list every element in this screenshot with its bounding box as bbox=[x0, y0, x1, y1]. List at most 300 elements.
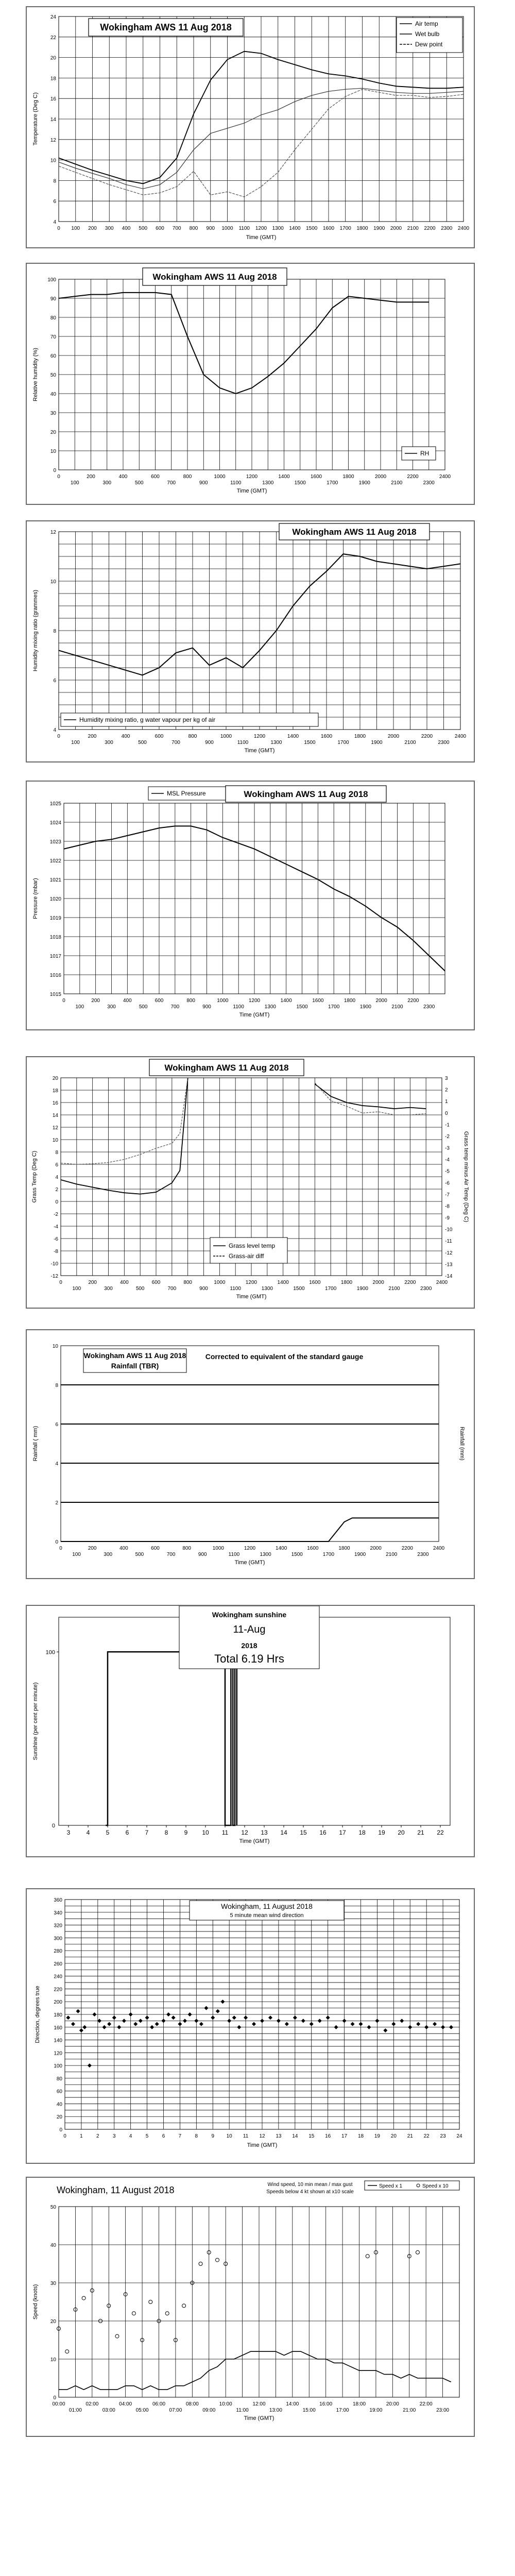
chart-date: 11-Aug bbox=[233, 1624, 266, 1635]
data-point bbox=[178, 2022, 182, 2026]
pressure-chart bbox=[26, 781, 475, 1030]
x-tick-label: 1700 bbox=[337, 740, 349, 745]
data-point bbox=[145, 2015, 149, 2020]
x-tick-label: 1900 bbox=[356, 1286, 368, 1292]
x-tick-label: 1200 bbox=[255, 226, 267, 231]
x-tick-label: 700 bbox=[167, 1286, 177, 1292]
rainfall-chart bbox=[26, 1329, 475, 1579]
series-line-0 bbox=[59, 2351, 451, 2389]
x-tick-label: 2300 bbox=[423, 480, 435, 486]
y-tick-label: 50 bbox=[50, 372, 56, 378]
x-tick-label: 300 bbox=[105, 226, 114, 231]
y-tick-label: -1 bbox=[445, 1122, 450, 1128]
x-tick-label: 18 bbox=[357, 2133, 364, 2139]
data-point bbox=[237, 2025, 241, 2029]
x-tick-label: 2100 bbox=[391, 1004, 403, 1010]
x-tick-label: 600 bbox=[154, 734, 164, 739]
x-tick-label: 1000 bbox=[221, 226, 233, 231]
x-tick-label: 0 bbox=[59, 1280, 62, 1285]
chart-year: 2018 bbox=[241, 1641, 258, 1650]
x-tick-label: 16 bbox=[319, 1829, 327, 1836]
x-tick-label: 2200 bbox=[424, 226, 436, 231]
x-tick-label: 20:00 bbox=[386, 2401, 399, 2407]
x-tick-label: 0 bbox=[62, 998, 65, 1004]
x-tick-label: 2200 bbox=[404, 1280, 416, 1285]
temperature-chart bbox=[26, 6, 475, 248]
mixing-ratio-chart bbox=[26, 520, 475, 762]
y-tick-label: 1015 bbox=[49, 992, 61, 997]
y-tick-label: 0 bbox=[445, 1110, 448, 1116]
x-tick-label: 11 bbox=[221, 1829, 229, 1836]
y-tick-label: 160 bbox=[54, 2025, 62, 2031]
x-tick-label: 600 bbox=[154, 998, 164, 1004]
x-tick-label: 600 bbox=[156, 226, 164, 231]
data-point bbox=[260, 2019, 264, 2023]
y-tick-label: 10 bbox=[50, 449, 56, 454]
x-tick-label: 2000 bbox=[372, 1280, 384, 1285]
x-tick-label: 300 bbox=[102, 480, 112, 486]
x-tick-label: 800 bbox=[183, 1280, 193, 1285]
x-tick-label: 02:00 bbox=[85, 2401, 99, 2407]
data-point bbox=[182, 2304, 186, 2308]
y-tick-label: 6 bbox=[55, 1422, 58, 1428]
x-tick-label: 10 bbox=[202, 1829, 209, 1836]
data-point bbox=[285, 2022, 289, 2026]
x-tick-label: 3 bbox=[66, 1829, 71, 1836]
x-axis-label: Time (GMT) bbox=[244, 748, 275, 754]
x-tick-label: 900 bbox=[198, 1552, 207, 1557]
x-tick-label: 1200 bbox=[244, 1546, 256, 1551]
data-point bbox=[171, 2015, 176, 2020]
y-tick-label: -6 bbox=[54, 1236, 58, 1242]
data-point bbox=[162, 2019, 166, 2023]
x-tick-label: 15 bbox=[300, 1829, 307, 1836]
x-tick-label: 0 bbox=[57, 226, 60, 231]
y-tick-label: 22 bbox=[50, 35, 56, 41]
x-tick-label: 1400 bbox=[287, 734, 299, 739]
x-tick-label: 500 bbox=[138, 740, 147, 745]
x-tick-label: 2100 bbox=[404, 740, 416, 745]
y-tick-label: -11 bbox=[445, 1239, 452, 1245]
data-point bbox=[102, 2025, 107, 2029]
y-tick-label: 0 bbox=[53, 2395, 56, 2401]
x-tick-label: 1300 bbox=[261, 1286, 273, 1292]
x-tick-label: 200 bbox=[88, 1546, 97, 1551]
x-tick-label: 2400 bbox=[457, 226, 470, 231]
x-tick-label: 900 bbox=[205, 740, 214, 745]
y-tick-label: -14 bbox=[445, 1274, 453, 1279]
y-tick-label: 1022 bbox=[49, 858, 61, 864]
y-tick-label: 120 bbox=[54, 2050, 62, 2057]
y-tick-label: 50 bbox=[50, 2205, 56, 2210]
y-tick-label: -2 bbox=[54, 1212, 58, 1217]
y-tick-label: 1017 bbox=[49, 954, 61, 959]
y-tick-label: 1024 bbox=[49, 820, 61, 826]
y-tick-label: 80 bbox=[56, 2076, 62, 2082]
x-tick-label: 1500 bbox=[306, 226, 318, 231]
x-tick-label: 100 bbox=[70, 480, 79, 486]
data-point bbox=[293, 2015, 297, 2020]
x-tick-label: 500 bbox=[135, 1286, 145, 1292]
y2-axis-label: Rainfall (mm) bbox=[459, 1427, 465, 1461]
x-tick-label: 1100 bbox=[230, 1286, 241, 1292]
x-tick-label: 1600 bbox=[312, 998, 324, 1004]
x-tick-label: 1600 bbox=[309, 1280, 321, 1285]
x-tick-label: 03:00 bbox=[102, 2408, 115, 2413]
x-tick-label: 600 bbox=[151, 1280, 161, 1285]
data-point bbox=[188, 2012, 192, 2016]
x-tick-label: 15 bbox=[308, 2133, 315, 2139]
data-point bbox=[149, 2300, 152, 2304]
x-tick-label: 20 bbox=[398, 1829, 405, 1836]
humidity-chart bbox=[26, 263, 475, 505]
y-tick-label: 2 bbox=[55, 1187, 58, 1193]
data-point bbox=[165, 2312, 169, 2315]
x-tick-label: 800 bbox=[188, 734, 197, 739]
x-tick-label: 14:00 bbox=[286, 2401, 299, 2407]
x-tick-label: 1300 bbox=[264, 1004, 276, 1010]
x-tick-label: 900 bbox=[202, 1004, 211, 1010]
y-tick-label: 70 bbox=[50, 334, 56, 340]
y-tick-label: 6 bbox=[55, 1162, 58, 1168]
y-axis-label: Humidity mixing ratio (grammes) bbox=[32, 589, 39, 672]
x-tick-label: 21:00 bbox=[403, 2408, 416, 2413]
x-tick-label: 900 bbox=[206, 226, 215, 231]
y-tick-label: 20 bbox=[52, 1076, 58, 1081]
x-tick-label: 8 bbox=[195, 2133, 198, 2139]
y-tick-label: -4 bbox=[54, 1224, 58, 1230]
data-point bbox=[194, 2019, 198, 2023]
x-tick-label: 1100 bbox=[230, 480, 242, 486]
x-tick-label: 2300 bbox=[441, 226, 453, 231]
x-tick-label: 0 bbox=[57, 474, 60, 480]
grass-temp-chart bbox=[26, 1056, 475, 1309]
x-tick-label: 21 bbox=[407, 2133, 413, 2139]
y-tick-label: 2 bbox=[55, 1500, 58, 1506]
x-tick-label: 1700 bbox=[339, 226, 351, 231]
x-tick-label: 1000 bbox=[214, 474, 226, 480]
data-point bbox=[301, 2019, 305, 2023]
x-tick-label: 100 bbox=[71, 226, 80, 231]
data-point bbox=[139, 2019, 143, 2023]
legend-label: Speed x 10 bbox=[422, 2183, 449, 2189]
y-tick-label: 100 bbox=[54, 2063, 62, 2070]
x-tick-label: 1800 bbox=[340, 1280, 353, 1285]
x-axis-label: Time (GMT) bbox=[236, 488, 267, 494]
data-point bbox=[424, 2025, 428, 2029]
x-tick-label: 1500 bbox=[294, 480, 306, 486]
x-tick-label: 100 bbox=[75, 1004, 84, 1010]
legend-label: Wet bulb bbox=[415, 30, 440, 38]
y-tick-label: 8 bbox=[53, 629, 56, 634]
data-point bbox=[334, 2025, 338, 2029]
y-tick-label: 80 bbox=[50, 315, 56, 321]
x-tick-label: 400 bbox=[119, 1280, 129, 1285]
x-tick-label: 01:00 bbox=[68, 2408, 82, 2413]
x-tick-label: 300 bbox=[105, 740, 113, 745]
data-point bbox=[383, 2028, 387, 2032]
data-point bbox=[65, 2350, 69, 2353]
y-tick-label: 60 bbox=[56, 2089, 62, 2095]
x-tick-label: 1100 bbox=[237, 740, 249, 745]
y-tick-label: 100 bbox=[47, 277, 56, 283]
x-tick-label: 400 bbox=[123, 998, 132, 1004]
x-tick-label: 22:00 bbox=[419, 2401, 433, 2407]
y-tick-label: 1 bbox=[445, 1099, 448, 1105]
y-tick-label: 30 bbox=[50, 2281, 56, 2286]
x-tick-label: 0 bbox=[63, 2133, 66, 2139]
series-line-0b bbox=[315, 1084, 426, 1109]
legend-label: Speed x 1 bbox=[379, 2183, 403, 2189]
chart-title: Wokingham sunshine bbox=[212, 1611, 287, 1619]
x-tick-label: 1000 bbox=[217, 998, 229, 1004]
y-tick-label: 360 bbox=[54, 1897, 62, 1903]
x-tick-label: 16:00 bbox=[319, 2401, 333, 2407]
x-tick-label: 1800 bbox=[344, 998, 356, 1004]
x-tick-label: 1200 bbox=[245, 1280, 258, 1285]
x-tick-label: 2200 bbox=[401, 1546, 413, 1551]
y-tick-label: 10 bbox=[50, 2357, 56, 2363]
y-axis-label: Temperature (Deg C) bbox=[32, 92, 39, 146]
x-tick-label: 200 bbox=[87, 474, 95, 480]
x-tick-label: 1000 bbox=[212, 1546, 224, 1551]
y-tick-label: 14 bbox=[52, 1113, 58, 1118]
x-tick-label: 1400 bbox=[278, 474, 290, 480]
x-tick-label: 04:00 bbox=[119, 2401, 132, 2407]
data-point bbox=[433, 2022, 437, 2026]
x-tick-label: 600 bbox=[151, 1546, 160, 1551]
x-tick-label: 0 bbox=[57, 734, 60, 739]
x-tick-label: 2000 bbox=[390, 226, 402, 231]
x-tick-label: 2400 bbox=[433, 1546, 445, 1551]
y-tick-label: -7 bbox=[445, 1192, 450, 1198]
x-tick-label: 1100 bbox=[228, 1552, 240, 1557]
y-tick-label: -4 bbox=[445, 1157, 450, 1163]
chart-title: Wokingham, 11 August 2018 bbox=[57, 2185, 175, 2195]
x-tick-label: 600 bbox=[151, 474, 160, 480]
y-tick-label: 200 bbox=[54, 1999, 62, 2006]
chart-title: Wokingham AWS 11 Aug 2018 bbox=[100, 22, 232, 32]
x-tick-label: 2000 bbox=[370, 1546, 382, 1551]
x-tick-label: 800 bbox=[189, 226, 198, 231]
data-point bbox=[199, 2262, 202, 2266]
y-axis-label: Direction, degrees true bbox=[35, 1986, 41, 2043]
data-point bbox=[79, 2028, 83, 2032]
x-tick-label: 8 bbox=[164, 1829, 168, 1836]
x-tick-label: 200 bbox=[88, 226, 97, 231]
x-tick-label: 300 bbox=[104, 1286, 113, 1292]
y-tick-label: 1025 bbox=[49, 801, 61, 807]
data-point bbox=[342, 2019, 347, 2023]
chart-title: Wokingham AWS 11 Aug 2018 bbox=[292, 527, 417, 537]
x-tick-label: 200 bbox=[91, 998, 100, 1004]
x-tick-label: 13:00 bbox=[269, 2408, 282, 2413]
x-tick-label: 400 bbox=[119, 1546, 128, 1551]
x-tick-label: 100 bbox=[72, 1286, 81, 1292]
x-tick-label: 1800 bbox=[354, 734, 366, 739]
chart-note: Speeds below 4 kt shown at x10 scale bbox=[266, 2189, 354, 2195]
x-tick-label: 7 bbox=[145, 1829, 149, 1836]
x-tick-label: 16 bbox=[325, 2133, 331, 2139]
data-point bbox=[129, 2012, 133, 2016]
x-tick-label: 19 bbox=[378, 1829, 385, 1836]
x-tick-label: 6 bbox=[162, 2133, 165, 2139]
series-line-1b bbox=[315, 1083, 426, 1115]
x-tick-label: 21 bbox=[417, 1829, 424, 1836]
data-point bbox=[227, 2019, 231, 2023]
x-tick-label: 2300 bbox=[438, 740, 450, 745]
x-tick-label: 1300 bbox=[262, 480, 274, 486]
data-point bbox=[326, 2015, 330, 2020]
x-tick-label: 12 bbox=[241, 1829, 248, 1836]
x-tick-label: 17 bbox=[341, 2133, 348, 2139]
x-tick-label: 1700 bbox=[322, 1552, 335, 1557]
x-tick-label: 2100 bbox=[391, 480, 403, 486]
x-tick-label: 1900 bbox=[373, 226, 385, 231]
x-tick-label: 2000 bbox=[387, 734, 400, 739]
y-tick-label: -3 bbox=[445, 1145, 450, 1151]
chart-title: Wokingham, 11 August 2018 bbox=[221, 1902, 313, 1910]
data-point bbox=[183, 2019, 187, 2023]
y-tick-label: 1018 bbox=[49, 935, 61, 940]
chart-title: Wokingham AWS 11 Aug 2018 bbox=[83, 1351, 186, 1360]
data-point bbox=[318, 2019, 322, 2023]
y-tick-label: 260 bbox=[54, 1961, 62, 1967]
x-tick-label: 14 bbox=[292, 2133, 298, 2139]
data-point bbox=[441, 2025, 445, 2029]
x-tick-label: 2400 bbox=[454, 734, 467, 739]
y-tick-label: 12 bbox=[50, 530, 56, 535]
x-tick-label: 23 bbox=[440, 2133, 446, 2139]
y-tick-label: 10 bbox=[52, 1344, 58, 1349]
chart-subtitle: 5 minute mean wind direction bbox=[230, 1912, 304, 1919]
x-tick-label: 1600 bbox=[307, 1546, 319, 1551]
data-point bbox=[166, 2012, 170, 2016]
x-tick-label: 400 bbox=[118, 474, 128, 480]
data-point bbox=[310, 2022, 314, 2026]
data-point bbox=[244, 2015, 248, 2020]
data-point bbox=[82, 2025, 87, 2029]
x-tick-label: 700 bbox=[166, 1552, 176, 1557]
data-point bbox=[400, 2019, 404, 2023]
x-tick-label: 1300 bbox=[272, 226, 284, 231]
y-tick-label: 0 bbox=[55, 1539, 58, 1545]
x-tick-label: 11 bbox=[243, 2133, 249, 2139]
x-tick-label: 11:00 bbox=[236, 2408, 249, 2413]
y-tick-label: -12 bbox=[445, 1250, 453, 1256]
y-tick-label: 300 bbox=[54, 1936, 62, 1942]
x-tick-label: 1800 bbox=[342, 474, 354, 480]
x-tick-label: 10:00 bbox=[219, 2401, 232, 2407]
x-tick-label: 100 bbox=[72, 1552, 81, 1557]
legend-label: Air temp bbox=[415, 20, 438, 27]
y-tick-label: 40 bbox=[50, 392, 56, 397]
data-point bbox=[277, 2019, 281, 2023]
y-tick-label: 16 bbox=[52, 1100, 58, 1106]
x-tick-label: 12 bbox=[259, 2133, 265, 2139]
x-tick-label: 1900 bbox=[371, 740, 383, 745]
x-tick-label: 1400 bbox=[280, 998, 292, 1004]
y-tick-label: 20 bbox=[50, 55, 56, 61]
y-axis-label: Pressure (mbar) bbox=[32, 878, 39, 919]
x-tick-label: 1300 bbox=[270, 740, 282, 745]
data-point bbox=[220, 1999, 225, 2004]
x-tick-label: 900 bbox=[199, 1286, 208, 1292]
y-tick-label: 3 bbox=[445, 1076, 448, 1081]
x-tick-label: 1600 bbox=[322, 226, 335, 231]
x-axis-label: Time (GMT) bbox=[239, 1838, 270, 1844]
y-tick-label: 30 bbox=[50, 411, 56, 416]
x-tick-label: 1900 bbox=[359, 1004, 371, 1010]
data-point bbox=[115, 2334, 119, 2338]
x-tick-label: 800 bbox=[182, 1546, 192, 1551]
y-tick-label: 240 bbox=[54, 1974, 62, 1980]
x-tick-label: 7 bbox=[178, 2133, 182, 2139]
x-tick-label: 13 bbox=[261, 1829, 268, 1836]
x-tick-label: 9 bbox=[184, 1829, 188, 1836]
x-tick-label: 17:00 bbox=[336, 2408, 349, 2413]
legend-label: Humidity mixing ratio, g water vapour per kg of air bbox=[79, 716, 216, 723]
y-tick-label: 1016 bbox=[49, 973, 61, 978]
y-tick-label: 0 bbox=[55, 1199, 58, 1205]
data-point bbox=[82, 2296, 85, 2300]
y-tick-label: -5 bbox=[445, 1168, 450, 1175]
data-point bbox=[76, 2009, 80, 2013]
x-tick-label: 2300 bbox=[423, 1004, 435, 1010]
y-tick-label: 10 bbox=[52, 1138, 58, 1143]
y2-axis-label: Grass temp minus Air Temp (Deg C) bbox=[463, 1131, 469, 1223]
x-tick-label: 2100 bbox=[386, 1552, 398, 1557]
x-tick-label: 2400 bbox=[436, 1280, 448, 1285]
x-tick-label: 3 bbox=[112, 2133, 116, 2139]
x-tick-label: 2200 bbox=[421, 734, 433, 739]
data-point bbox=[204, 2006, 208, 2010]
y-tick-label: 0 bbox=[59, 2127, 62, 2133]
data-point bbox=[232, 2015, 236, 2020]
y-tick-label: 1023 bbox=[49, 839, 61, 845]
x-tick-label: 300 bbox=[107, 1004, 116, 1010]
y-tick-label: -8 bbox=[445, 1204, 450, 1210]
y-tick-label: 220 bbox=[54, 1987, 62, 1993]
y-tick-label: -12 bbox=[50, 1274, 58, 1279]
y-tick-label: 18 bbox=[52, 1088, 58, 1094]
y-tick-label: -10 bbox=[50, 1261, 58, 1267]
x-tick-label: 20 bbox=[390, 2133, 397, 2139]
legend-label: Grass-air diff bbox=[229, 1252, 264, 1260]
x-tick-label: 1000 bbox=[214, 1280, 226, 1285]
chart-title: Wokingham AWS 11 Aug 2018 bbox=[152, 272, 277, 282]
data-point bbox=[133, 2022, 138, 2026]
x-tick-label: 2100 bbox=[407, 226, 419, 231]
x-tick-label: 400 bbox=[122, 226, 131, 231]
x-tick-label: 2200 bbox=[407, 998, 419, 1004]
data-point bbox=[252, 2022, 256, 2026]
x-tick-label: 0 bbox=[59, 1546, 62, 1551]
x-tick-label: 6 bbox=[125, 1829, 129, 1836]
x-tick-label: 5 bbox=[106, 1829, 110, 1836]
y-tick-label: 180 bbox=[54, 2012, 62, 2018]
x-tick-label: 1800 bbox=[338, 1546, 350, 1551]
legend-label: Grass level temp bbox=[229, 1242, 276, 1249]
y-tick-label: -9 bbox=[445, 1215, 450, 1222]
x-tick-label: 700 bbox=[172, 226, 181, 231]
x-tick-label: 5 bbox=[145, 2133, 149, 2139]
y-tick-label: -13 bbox=[445, 1262, 453, 1268]
y-tick-label: 4 bbox=[55, 1461, 58, 1467]
data-point bbox=[408, 2025, 412, 2029]
x-tick-label: 1500 bbox=[291, 1552, 303, 1557]
x-axis-label: Time (GMT) bbox=[246, 234, 277, 241]
